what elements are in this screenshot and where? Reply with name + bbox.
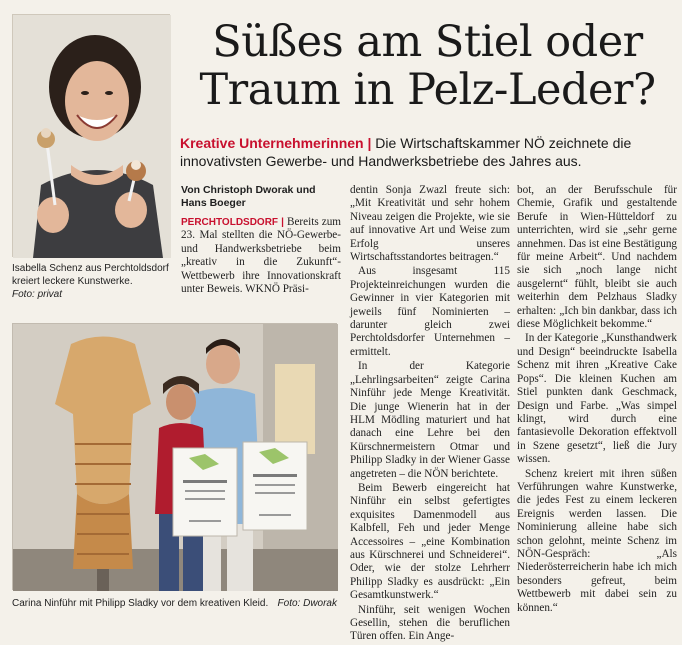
- photo2-caption: [12, 597, 337, 610]
- column2-paragraph-5: Ninführ, seit wenigen Wochen Gesellin, stehen die beruflichen Türen offen. Ein Ange-: [350, 603, 510, 643]
- subhead-text: Die Wirtschaftskammer NÖ zeichnete die innovativsten Gewerbe- und Handwerksbetriebe des Jahres aus.: [180, 135, 632, 169]
- photo-isabella-schenz: [12, 14, 170, 257]
- article-column-2: [350, 184, 510, 645]
- column2-paragraph-4: Beim Bewerb eingereicht hat Ninführ ein selbst gefertigtes exquisites Damenmodell aus Kalbfell, Feh und jeder Menge Accessoires – „eine Kombination aus Kürschnerei und Schneiderei“. Oder, wie der stolze Lehrherr Philipp Sladky es ausdrückt: „Ein Gesamtkunstwerk.“: [350, 481, 510, 602]
- column3-paragraph-1: bot, an der Berufsschule für Chemie, Grafik und gestaltende Berufe in Wien-Hütteldorf zu unterrichten, wird sie „sehr gerne annehmen. Das ist eine Bestätigung für meine Arbeit“. Und nachdem sie sich „noch lange nicht ausgelernt“ fühlt, bleibt sie auch weiterhin dem Pelzhaus Sladky erhalten: „Ich bin dankbar, dass ich diese Möglichkeit bekomme.“: [517, 184, 678, 331]
- subhead: [180, 134, 675, 170]
- column3-paragraph-3: Schenz kreiert mit ihren süßen Verführungen wahre Kunstwerke, die jedes Fest zu einem leckeren Ereignis werden lassen. Die Nominierung alleine habe sich schon gelohnt, meinte Schenz im NÖN-Gespräch: „Als Niederösterreicherin habe ich mich besonders gefreut, beim Wettbewerb mit dabei sein zu können.“: [517, 467, 677, 614]
- photo1-credit: Foto: privat: [12, 289, 63, 300]
- column2-paragraph-2: Aus insgesamt 115 Projekteinreichungen wurden die Gewinner in vier Kategorien mit jeweils fünf Nominierten – darunter gleich zwei Perchtoldsdorfer Unternehmen – ermittelt.: [350, 265, 510, 358]
- photo-carina-ninfuehr-philipp-sladky: [12, 323, 337, 590]
- photo2-caption-text: Carina Ninführ mit Philipp Sladky vor dem kreativen Kleid.: [12, 598, 269, 609]
- headline-line-1: Süßes am Stiel oder: [212, 17, 643, 67]
- column3-paragraph-2: In der Kategorie „Kunsthandwerk und Design“ beeindruckte Isabella Schenz mit ihren „Kreative Cake Pops“. Die kleinen Kuchen am Stiel punkten dank Geschmack, Design und Farbe. „Was simpel klingt, wird durch eine fantasievolle Dekoration effektvoll in Szene gesetzt“, ließ die Jury wissen.: [517, 332, 677, 466]
- photo1-caption-text: Isabella Schenz aus Perchtoldsdorf kreiert leckere Kunstwerke.: [12, 263, 169, 287]
- column2-paragraph-3: In der Kategorie „Lehrlingsarbeiten“ zeigte Carina Ninführ jede Menge Kreativität. Die junge Wienerin hat in der HLM Mödling maturiert und hat danach eine Lehre bei den Kürschnermeistern Otmar und Philipp Sladky in der Wiener Gasse angetreten – die NÖN berichtete.: [350, 360, 510, 480]
- column1-text-1: Bereits zum 23. Mal stellten die NÖ-Gewerbe- und Handwerksbetriebe beim „kreativ in die Zukunft“-Wettbewerb ihre Innovationskraft unter Beweis. WKNÖ Präsi-: [181, 216, 342, 296]
- photo1-caption: [12, 262, 172, 301]
- group-photo-illustration: [13, 324, 338, 591]
- photo2-credit: Foto: Dworak: [277, 598, 337, 609]
- article-column-3: [517, 184, 677, 616]
- headline: [180, 18, 675, 114]
- subhead-kicker: Kreative Unternehmerinnen |: [180, 135, 372, 151]
- portrait-illustration: [13, 15, 171, 258]
- column2-paragraph-1: dentin Sonja Zwazl freute sich: „Mit Kreativität und sehr hohem Niveau zeigen die Projekte, wie sie auf innovative Art und Weise zum Erfolg unseres Wirtschaftsstandortes beitragen.“: [350, 184, 510, 264]
- byline: Von Christoph Dworak und Hans Boeger: [181, 184, 316, 209]
- headline-line-2: Traum in Pelz-Leder?: [199, 65, 656, 115]
- article-column-1: [181, 216, 341, 297]
- dateline: PERCHTOLDSDORF |: [181, 217, 284, 228]
- column1-paragraph-1: [181, 216, 341, 296]
